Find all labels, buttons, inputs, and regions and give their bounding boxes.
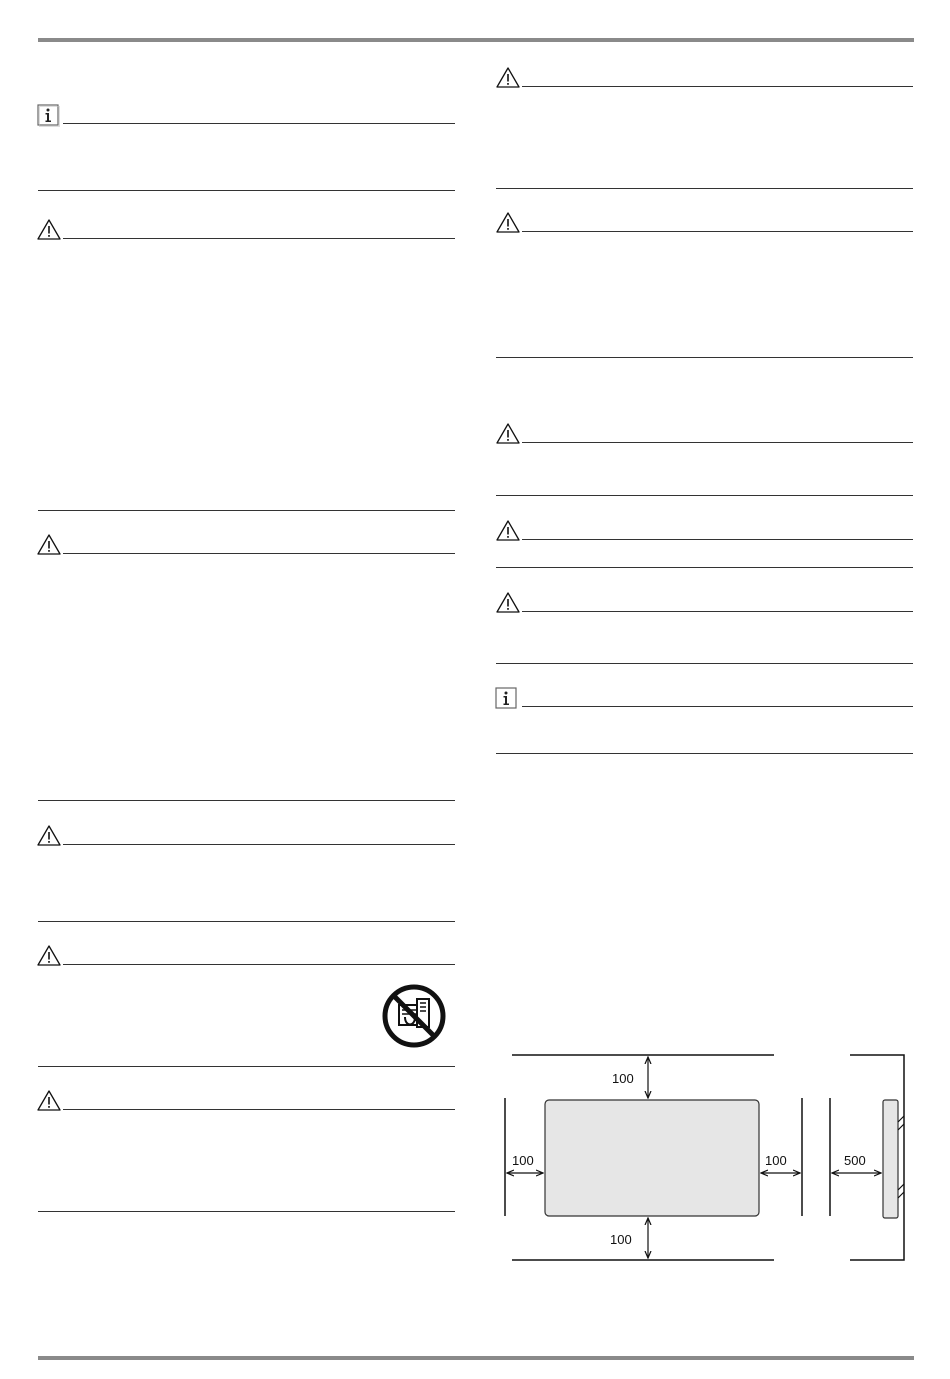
right-clearance-label: 100 — [765, 1153, 787, 1168]
clearance-diagram — [498, 1050, 914, 1270]
section-rule — [63, 964, 455, 965]
section-divider — [38, 921, 455, 922]
section-divider — [38, 1211, 455, 1212]
warning-icon — [495, 66, 521, 90]
section-divider — [38, 510, 455, 511]
warning-icon — [36, 944, 62, 968]
section-rule — [522, 539, 913, 540]
front-clearance-label: 500 — [844, 1153, 866, 1168]
section-divider — [496, 663, 913, 664]
warning-icon — [495, 422, 521, 446]
section-rule — [63, 1109, 455, 1110]
section-rule — [63, 123, 455, 124]
top-clearance-label: 100 — [612, 1071, 634, 1086]
section-divider — [496, 495, 913, 496]
bottom-rule — [38, 1356, 914, 1360]
section-rule — [63, 553, 455, 554]
top-rule — [38, 38, 914, 42]
info-icon — [37, 104, 63, 128]
warning-icon — [36, 1089, 62, 1113]
section-rule — [522, 706, 913, 707]
warning-icon — [495, 211, 521, 235]
section-divider — [496, 357, 913, 358]
section-rule — [522, 86, 913, 87]
no-cover-icon — [381, 983, 447, 1049]
wall-bracket — [898, 1116, 904, 1198]
warning-icon — [495, 591, 521, 615]
section-rule — [63, 238, 455, 239]
section-rule — [522, 442, 913, 443]
bottom-clearance-label: 100 — [610, 1232, 632, 1247]
section-rule — [522, 611, 913, 612]
section-divider — [38, 190, 455, 191]
section-rule — [63, 844, 455, 845]
heater-panel — [545, 1100, 759, 1216]
section-divider — [38, 800, 455, 801]
left-clearance-label: 100 — [512, 1153, 534, 1168]
section-divider — [496, 753, 913, 754]
warning-icon — [36, 218, 62, 242]
warning-icon — [36, 824, 62, 848]
info-icon — [495, 687, 521, 711]
section-rule — [522, 231, 913, 232]
section-divider — [38, 1066, 455, 1067]
section-divider — [496, 188, 913, 189]
section-divider — [496, 567, 913, 568]
heater-side-view — [883, 1100, 898, 1218]
warning-icon — [36, 533, 62, 557]
warning-icon — [495, 519, 521, 543]
